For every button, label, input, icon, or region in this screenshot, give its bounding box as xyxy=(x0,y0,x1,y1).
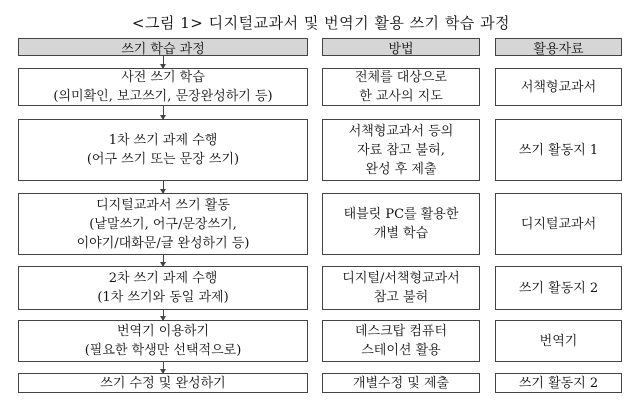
process-step-box-line: 1차 쓰기 과제 수행 xyxy=(108,133,218,148)
flow-arrow-down-icon xyxy=(163,106,164,119)
material-box xyxy=(495,373,622,393)
process-step-box-line: (낱말쓰기, 어구/문장쓰기, xyxy=(89,216,237,232)
method-box-line: 참고 불허 xyxy=(373,290,429,305)
method-box-line: 한 교사의 지도 xyxy=(359,89,443,104)
material-box xyxy=(495,320,622,362)
process-step-box-line: 사전 쓰기 학습 xyxy=(121,70,205,85)
method-box xyxy=(322,266,480,310)
material-box xyxy=(495,266,622,310)
header-material: 활용자료 xyxy=(495,38,622,56)
method-box-line: 개별수정 및 제출 xyxy=(352,375,450,391)
process-step-box xyxy=(18,320,308,362)
material-box xyxy=(495,68,622,106)
material-box xyxy=(495,119,622,181)
method-box-line: 전체를 대상으로 xyxy=(354,70,448,85)
process-step-box xyxy=(18,193,308,255)
method-box-line: 개별 학습 xyxy=(373,226,429,241)
process-step-box xyxy=(18,266,308,310)
method-box xyxy=(322,373,480,393)
process-step-box-line: (1차 쓰기와 동일 과제) xyxy=(97,290,229,305)
material-box-line: 서책형교과서 xyxy=(520,79,597,95)
method-box-line: 완성 후 제출 xyxy=(365,161,437,177)
method-box xyxy=(322,193,480,255)
flow-arrow-down-icon xyxy=(163,310,164,320)
method-box-line: 데스크탑 컴퓨터 xyxy=(354,324,448,339)
process-step-box-line: 번역기 이용하기 xyxy=(116,324,210,339)
process-step-box-line: 쓰기 수정 및 완성하기 xyxy=(100,375,226,391)
flow-arrow-down-icon xyxy=(163,362,164,373)
process-step-box xyxy=(18,373,308,393)
material-box-line: 쓰기 활동지 1 xyxy=(518,142,599,158)
process-step-box-line: (필요한 학생만 선택적으로) xyxy=(84,343,242,358)
material-box-line: 쓰기 활동지 2 xyxy=(518,375,599,391)
process-step-box xyxy=(18,119,308,181)
method-box xyxy=(322,68,480,106)
process-step-box-line: (의미확인, 보고쓰기, 문장완성하기 등) xyxy=(53,89,273,104)
process-step-box-line: 이야기/대화문/글 완성하기 등) xyxy=(76,235,250,251)
material-box-line: 번역기 xyxy=(539,333,578,349)
flow-arrow-down-icon xyxy=(163,56,164,68)
process-step-box-line: 디지털교과서 쓰기 활동 xyxy=(96,197,230,213)
method-box xyxy=(322,119,480,181)
material-box-line: 쓰기 활동지 2 xyxy=(518,280,599,296)
material-box xyxy=(495,193,622,255)
figure-title: <그림 1> 디지털교과서 및 번역기 활용 쓰기 학습 과정 xyxy=(131,14,511,32)
flow-arrow-down-icon xyxy=(163,255,164,266)
method-box-line: 디지털/서책형교과서 xyxy=(342,271,460,286)
header-process: 쓰기 학습 과정 xyxy=(18,38,308,56)
process-step-box-line: 2차 쓰기 과제 수행 xyxy=(108,271,218,286)
process-step-box xyxy=(18,68,308,106)
header-method: 방법 xyxy=(322,38,480,56)
method-box xyxy=(322,320,480,362)
method-box-line: 스테이션 활용 xyxy=(361,343,441,358)
process-step-box-line: (어구 쓰기 또는 문장 쓰기) xyxy=(86,152,240,167)
flow-arrow-down-icon xyxy=(163,181,164,193)
material-box-line: 디지털교과서 xyxy=(520,216,597,232)
method-box-line: 자료 참고 불허, xyxy=(357,142,445,158)
method-box-line: 서책형교과서 등의 xyxy=(348,123,454,139)
method-box-line: 태블릿 PC를 활용한 xyxy=(343,207,459,222)
